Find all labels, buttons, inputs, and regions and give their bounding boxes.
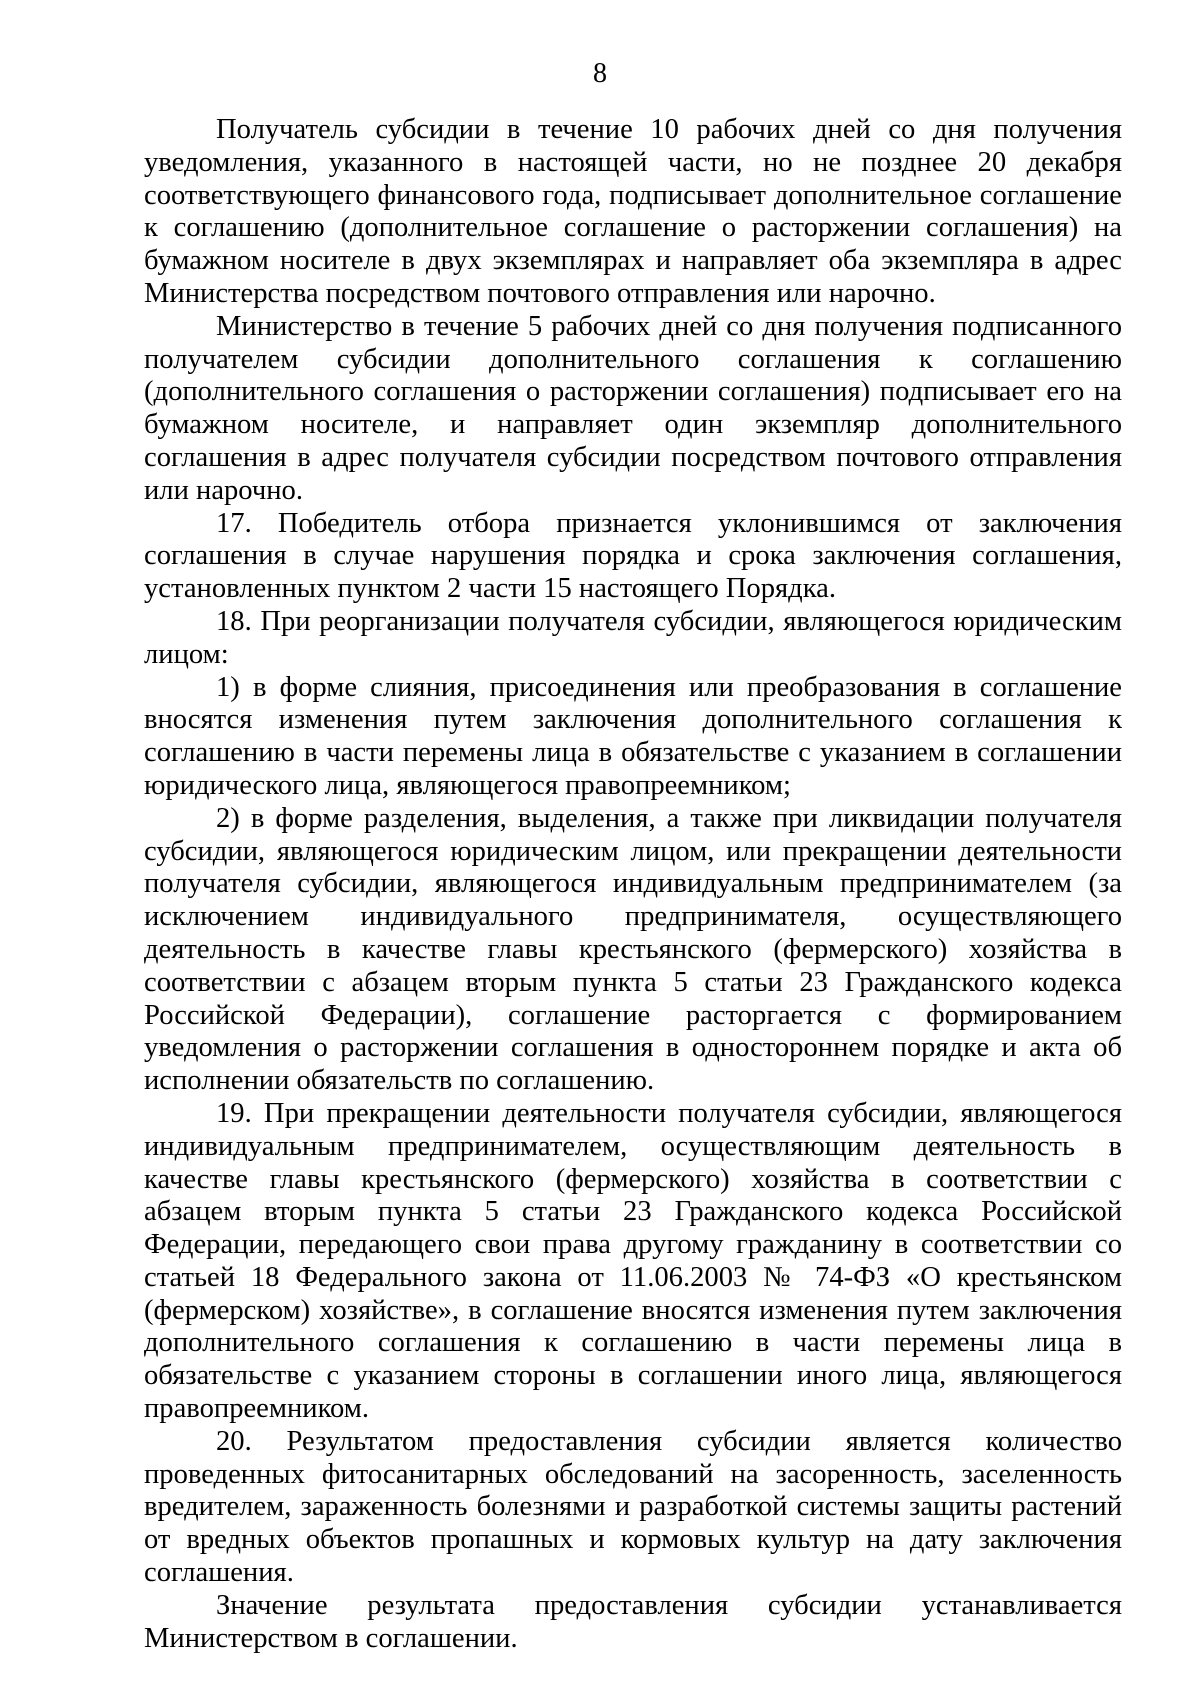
paragraph-item-18-sub-1: 1) в форме слияния, присоединения или преобразования в соглашение вносятся изменения путем заключения дополнительного соглашения к соглашению в части перемены лица в обязательстве с указанием в соглашении юридического лица, являющегося правопреемником; [144, 671, 1122, 801]
paragraph-item-18: 18. При реорганизации получателя субсидии, являющегося юридическим лицом: [144, 605, 1122, 670]
paragraph-item-18-sub-2: 2) в форме разделения, выделения, а также при ликвидации получателя субсидии, являющегося юридическим лицом, или прекращении деятельности получателя субсидии, являющегося индивидуальным предпринимателем (за исключением индивидуального предпринимателя, осуществляющего деятельность в качестве главы крестьянского (фермерского) хозяйства в соответствии с абзацем вторым пункта 5 статьи 23 Гражданского кодекса Российской Федерации), соглашение расторгается с формированием уведомления о расторжении соглашения в одностороннем порядке и акта об исполнении обязательств по соглашению. [144, 802, 1122, 1097]
paragraph-item-19: 19. При прекращении деятельности получателя субсидии, являющегося индивидуальным предпринимателем, осуществляющим деятельность в качестве главы крестьянского (фермерского) хозяйства в соответствии с абзацем вторым пункта 5 статьи 23 Гражданского кодекса Российской Федерации, передающего свои права другому гражданину в соответствии со статьей 18 Федерального закона от 11.06.2003 № 74-ФЗ «О крестьянском (фермерском) хозяйстве», в соглашение вносятся изменения путем заключения дополнительного соглашения к соглашению в части перемены лица в обязательстве с указанием стороны в соглашении иного лица, являющегося правопреемником. [144, 1097, 1122, 1425]
document-body [144, 114, 1122, 1655]
page-number: 8 [593, 58, 607, 89]
paragraph-recipient-signs-agreement: Получатель субсидии в течение 10 рабочих дней со дня получения уведомления, указанного в настоящей части, но не позднее 20 декабря соответствующего финансового года, подписывает дополнительное соглашение к соглашению (дополнительное соглашение о расторжении соглашения) на бумажном носителе в двух экземплярах и направляет оба экземпляра в адрес Министерства посредством почтового отправления или нарочно. [144, 114, 1122, 309]
paragraph-result-value: Значение результата предоставления субсидии устанавливается Министерством в соглашении. [144, 1589, 1122, 1654]
paragraph-ministry-signs-agreement: Министерство в течение 5 рабочих дней со дня получения подписанного получателем субсидии дополнительного соглашения к соглашению (дополнительного соглашения о расторжении соглашения) подписывает его на бумажном носителе, и направляет один экземпляр дополнительного соглашения в адрес получателя субсидии посредством почтового отправления или нарочно. [144, 310, 1122, 506]
paragraph-item-17: 17. Победитель отбора признается уклонившимся от заключения соглашения в случае нарушения порядка и срока заключения соглашения, установленных пунктом 2 части 15 настоящего Порядка. [144, 507, 1122, 605]
paragraph-item-20: 20. Результатом предоставления субсидии является количество проведенных фитосанитарных обследований на засоренность, заселенность вредителем, зараженность болезнями и разработкой системы защиты растений от вредных объектов пропашных и кормовых культур на дату заключения соглашения. [144, 1425, 1122, 1589]
